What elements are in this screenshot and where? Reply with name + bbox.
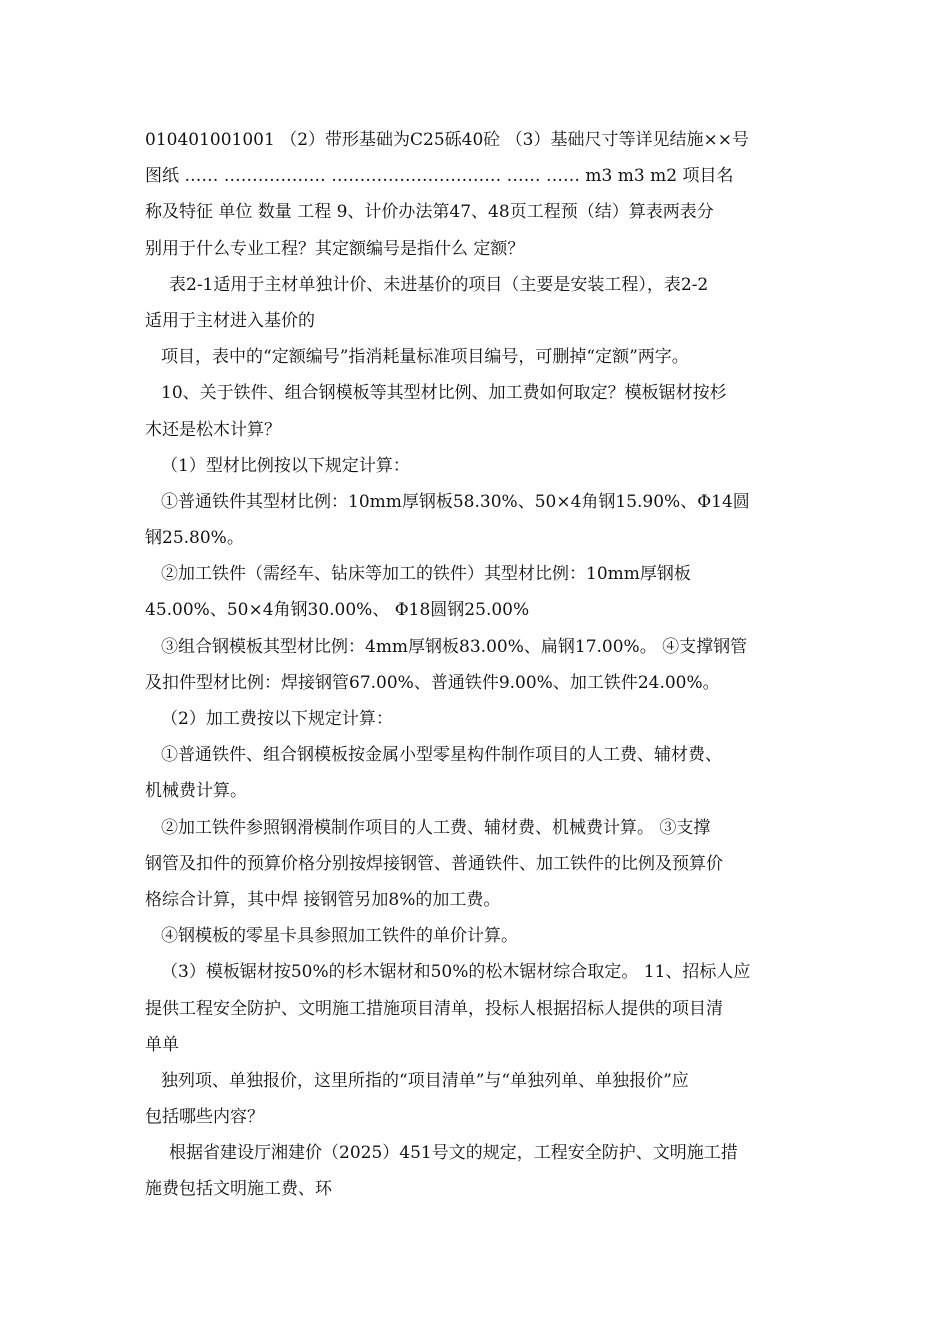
text-line: 单单 bbox=[145, 1034, 179, 1055]
text-line: 图纸 …… ……………… ………………………… …… …… m3 m3 m2 项目名 bbox=[145, 166, 734, 187]
text-line: 施费包括文明施工费、环 bbox=[145, 1179, 332, 1200]
text-line: 格综合计算，其中焊 接钢管另加8%的加工费。 bbox=[145, 889, 501, 910]
text-line: 钢管及扣件的预算价格分别按焊接钢管、普通铁件、加工铁件的比例及预算价 bbox=[145, 853, 723, 874]
text-line: 表2-1适用于主材单独计价、未进基价的项目（主要是安装工程），表2-2 bbox=[169, 274, 709, 295]
document-body bbox=[145, 122, 810, 1208]
text-line: ①普通铁件其型材比例：10mm厚钢板58.30%、50×4角钢15.90%、Φ14圆 bbox=[161, 491, 750, 512]
text-line: 根据省建设厅湘建价（2025）451号文的规定，工程安全防护、文明施工措 bbox=[169, 1143, 738, 1164]
text-line: 木还是松木计算？ bbox=[145, 419, 281, 440]
text-line: 别用于什么专业工程？其定额编号是指什么 定额？ bbox=[145, 238, 525, 259]
text-line: 10、关于铁件、组合钢模板等其型材比例、加工费如何取定？模板锯材按杉 bbox=[161, 383, 727, 404]
text-line: ②加工铁件（需经车、钻床等加工的铁件）其型材比例：10mm厚钢板 bbox=[161, 564, 691, 585]
text-line: 称及特征 单位 数量 工程 9、计价办法第47、48页工程预（结）算表两表分 bbox=[145, 202, 714, 223]
text-line: ④钢模板的零星卡具参照加工铁件的单价计算。 bbox=[161, 926, 518, 947]
text-line: 适用于主材进入基价的 bbox=[145, 310, 315, 331]
text-line: ②加工铁件参照钢滑模制作项目的人工费、辅材费、机械费计算。 ③支撑 bbox=[161, 817, 711, 838]
text-line: 010401001001 （2）带形基础为C25砾40砼 （3）基础尺寸等详见结施××号 bbox=[145, 130, 749, 150]
text-line: 45.00%、50×4角钢30.00%、 Φ18圆钢25.00% bbox=[145, 600, 530, 621]
text-line: （1）型材比例按以下规定计算： bbox=[161, 455, 410, 476]
text-line: 机械费计算。 bbox=[145, 781, 247, 802]
text-line: 钢25.80%。 bbox=[145, 528, 244, 549]
text-line: 项目，表中的“定额编号”指消耗量标准项目编号，可删掉“定额”两字。 bbox=[161, 347, 689, 368]
text-line: 及扣件型材比例：焊接钢管67.00%、普通铁件9.00%、加工铁件24.00%。 bbox=[145, 672, 720, 693]
text-line: 提供工程安全防护、文明施工措施项目清单，投标人根据招标人提供的项目清 bbox=[145, 998, 723, 1019]
text-line: 包括哪些内容？ bbox=[145, 1107, 264, 1128]
text-line: 独列项、单独报价，这里所指的“项目清单”与“单独列单、单独报价”应 bbox=[161, 1070, 689, 1091]
text-line: （3）模板锯材按50%的杉木锯材和50%的松木锯材综合取定。 11、招标人应 bbox=[161, 962, 751, 983]
text-line: ③组合钢模板其型材比例：4mm厚钢板83.00%、扁钢17.00%。 ④支撑钢管 bbox=[161, 636, 748, 657]
text-line: （2）加工费按以下规定计算： bbox=[161, 709, 393, 729]
text-line: ①普通铁件、组合钢模板按金属小型零星构件制作项目的人工费、辅材费、 bbox=[161, 745, 722, 766]
